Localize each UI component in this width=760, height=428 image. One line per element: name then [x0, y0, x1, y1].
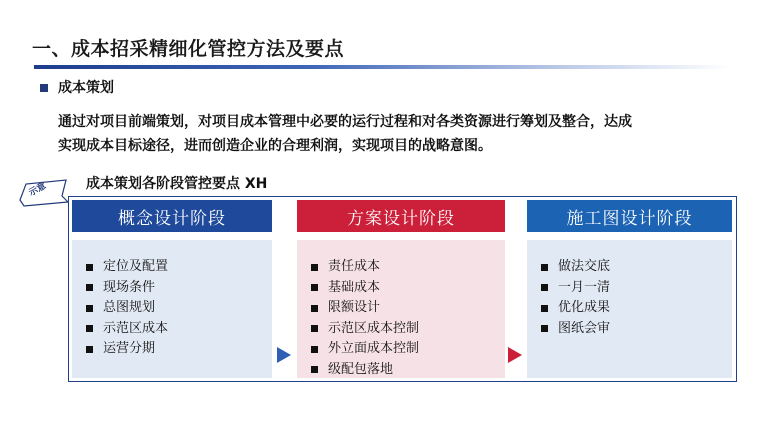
list-item: 现场条件	[86, 278, 272, 299]
list-item: 示范区成本	[86, 319, 272, 340]
list-item: 图纸会审	[541, 319, 732, 340]
stage-construction-drawing-list	[541, 257, 732, 339]
stage-concept-design-list	[86, 257, 272, 360]
bullet-square-icon	[311, 284, 318, 291]
bullet-square-icon	[541, 325, 548, 332]
diagram-title: 成本策划各阶段管控要点 XH	[86, 176, 268, 192]
stage-construction-drawing-body	[527, 240, 732, 378]
bullet-square-icon	[86, 264, 93, 271]
intro-paragraph	[58, 110, 728, 158]
bullet-square-icon	[311, 366, 318, 373]
title-underline	[34, 65, 732, 69]
bullet-square-icon	[86, 284, 93, 291]
section-bullet	[40, 84, 48, 92]
page-title: 一、成本招采精细化管控方法及要点	[32, 38, 345, 60]
list-item: 一月一清	[541, 278, 732, 299]
list-item: 总图规划	[86, 298, 272, 319]
bullet-square-icon	[541, 305, 548, 312]
list-item: 责任成本	[311, 257, 505, 278]
bullet-square-icon	[311, 346, 318, 353]
stage-concept-design-body	[72, 240, 272, 378]
list-item: 级配包落地	[311, 360, 505, 381]
bullet-square-icon	[311, 305, 318, 312]
intro-line-1: 通过对项目前端策划，对项目成本管理中必要的运行过程和对各类资源进行筹划及整合，达成	[58, 114, 632, 130]
intro-line-2: 实现成本目标途径，进而创造企业的合理利润，实现项目的战略意图。	[58, 138, 492, 154]
stage-scheme-design-list	[311, 257, 505, 380]
arrow-right-icon	[508, 347, 522, 363]
list-item: 外立面成本控制	[311, 339, 505, 360]
illustration-badge-label: 示意	[27, 181, 49, 199]
stage-scheme-design-body	[297, 240, 505, 378]
stage-scheme-design-header: 方案设计阶段	[297, 200, 505, 232]
bullet-square-icon	[541, 264, 548, 271]
bullet-square-icon	[86, 346, 93, 353]
list-item: 定位及配置	[86, 257, 272, 278]
stage-construction-drawing-header: 施工图设计阶段	[527, 200, 732, 232]
list-item: 优化成果	[541, 298, 732, 319]
bullet-square-icon	[86, 305, 93, 312]
list-item: 示范区成本控制	[311, 319, 505, 340]
bullet-square-icon	[311, 264, 318, 271]
bullet-square-icon	[541, 284, 548, 291]
list-item: 限额设计	[311, 298, 505, 319]
bullet-square-icon	[311, 325, 318, 332]
bullet-square-icon	[86, 325, 93, 332]
list-item: 运营分期	[86, 339, 272, 360]
stage-concept-design-header: 概念设计阶段	[72, 200, 272, 232]
section-heading: 成本策划	[58, 80, 114, 96]
list-item: 做法交底	[541, 257, 732, 278]
arrow-right-icon	[277, 347, 291, 363]
list-item: 基础成本	[311, 278, 505, 299]
